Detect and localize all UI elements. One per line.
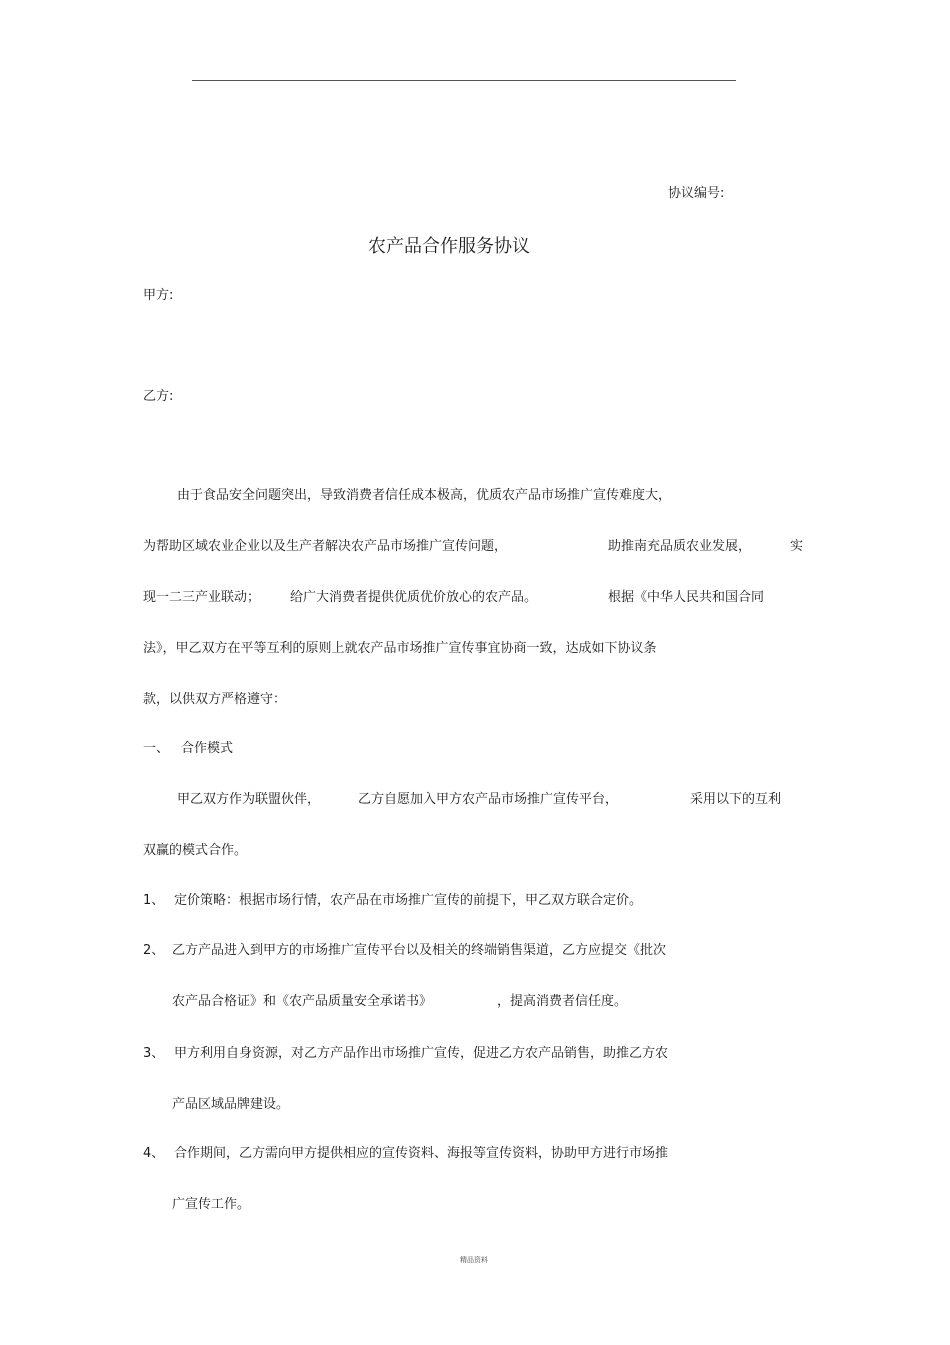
item-4-text-line-1: 合作期间，乙方需向甲方提供相应的宣传资料、海报等宣传资料，协助甲方进行市场推 [174,1146,669,1161]
agreement-number-label: 协议编号: [668,186,725,201]
item-4-number: 4、 [143,1146,165,1161]
preamble-line-2c: 实 [790,539,804,554]
item-2-text-line-1: 乙方产品进入到甲方的市场推广宣传平台以及相关的终端销售渠道，乙方应提交《批次 [172,943,667,958]
item-2-text-line-2b: ，提高消费者信任度。 [497,994,628,1009]
preamble-line-3b: 给广大消费者提供优质优价放心的农产品。 [290,590,538,605]
preamble-line-5: 款，以供双方严格遵守： [143,692,287,707]
preamble-line-2b: 助推南充品质农业发展， [608,539,752,554]
item-3-text-line-1: 甲方利用自身资源，对乙方产品作出市场推广宣传，促进乙方农产品销售，助推乙方农 [174,1046,669,1061]
preamble-line-3a: 现一二三产业联动； [143,590,261,605]
party-b-label: 乙方: [143,389,174,404]
section-1-number: 一、 [143,741,170,756]
section-1-intro-line-2: 双赢的模式合作。 [143,843,248,858]
section-1-intro-a: 甲乙双方作为联盟伙伴， [177,792,321,807]
footer-note: 精品资料 [460,1256,488,1264]
item-2-text-line-2a: 农产品合格证》和《农产品质量安全承诺书》 [172,994,433,1009]
item-3-number: 3、 [143,1046,165,1061]
preamble-line-1: 由于食品安全问题突出，导致消费者信任成本极高，优质农产品市场推广宣传难度大， [177,488,672,503]
section-1-intro-b: 乙方自愿加入甲方农产品市场推广宣传平台， [358,792,619,807]
section-1-intro-c: 采用以下的互利 [690,792,782,807]
item-4-text-line-2: 广宣传工作。 [172,1197,251,1212]
preamble-line-3c: 根据《中华人民共和国合同 [608,590,765,605]
preamble-line-4: 法》，甲乙双方在平等互利的原则上就农产品市场推广宣传事宜协商一致，达成如下协议条 [143,641,657,656]
item-2-number: 2、 [143,943,165,958]
document-title: 农产品合作服务协议 [368,236,530,257]
item-3-text-line-2: 产品区域品牌建设。 [172,1097,290,1112]
header-rule [192,80,736,81]
party-a-label: 甲方: [143,288,174,303]
section-1-heading: 合作模式 [181,741,234,756]
item-1-number: 1、 [143,893,165,908]
preamble-line-2a: 为帮助区域农业企业以及生产者解决农产品市场推广宣传问题， [143,539,508,554]
item-1-text: 定价策略：根据市场行情，农产品在市场推广宣传的前提下，甲乙双方联合定价。 [174,893,643,908]
